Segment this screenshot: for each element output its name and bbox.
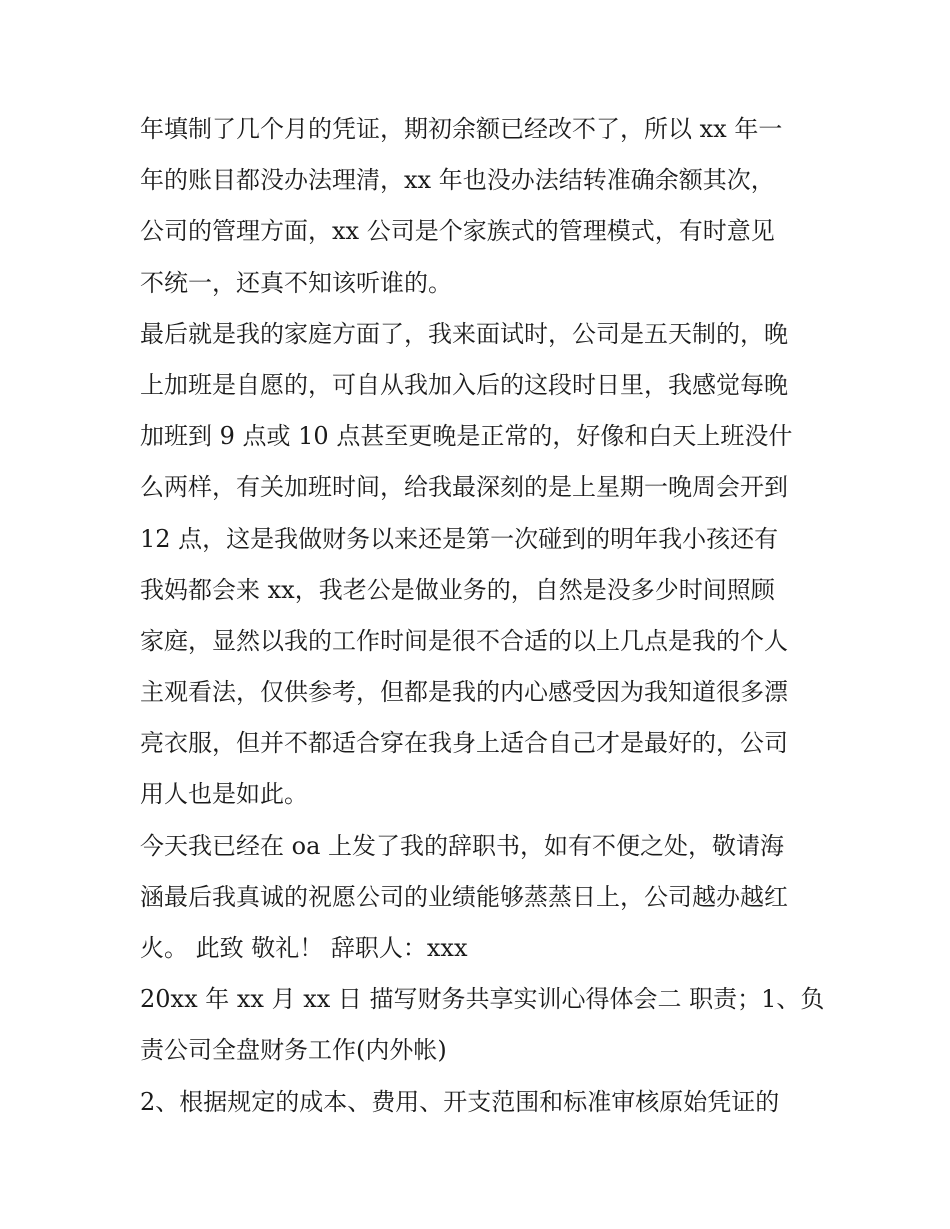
text-line: 公司的管理方面，xx 公司是个家族式的管理模式，有时意见 xyxy=(140,217,775,246)
text-line: 今天我已经在 oa 上发了我的辞职书，如有不便之处，敬请海 xyxy=(140,831,785,860)
text-line: 亮衣服，但并不都适合穿在我身上适合自己才是最好的，公司 xyxy=(140,729,788,758)
document-body xyxy=(140,104,825,1128)
text-line: 家庭，显然以我的工作时间是很不合适的以上几点是我的个人 xyxy=(140,626,788,655)
text-line: 么两样，有关加班时间，给我最深刻的是上星期一晚周会开到 xyxy=(140,473,788,502)
text-line: 上加班是自愿的，可自从我加入后的这段时日里，我感觉每晚 xyxy=(140,370,788,399)
text-line: 12 点，这是我做财务以来还是第一次碰到的明年我小孩还有 xyxy=(140,524,779,553)
text-line: 20xx 年 xx 月 xx 日 描写财务共享实训心得体会二 职责；1、负 xyxy=(140,985,825,1014)
text-line: 用人也是如此。 xyxy=(140,780,308,809)
text-line: 我妈都会来 xx，我老公是做业务的，自然是没多少时间照顾 xyxy=(140,575,775,604)
text-line: 2、根据规定的成本、费用、开支范围和标准审核原始凭证的 xyxy=(140,1087,780,1116)
text-line: 火。 此致 敬礼！ 辞职人：xxx xyxy=(140,934,468,962)
text-line: 不统一，还真不知该听谁的。 xyxy=(140,268,452,297)
text-line: 年填制了几个月的凭证，期初余额已经改不了，所以 xx 年一 xyxy=(140,115,783,143)
text-line: 最后就是我的家庭方面了，我来面试时，公司是五天制的，晚 xyxy=(140,319,788,348)
text-line: 加班到 9 点或 10 点甚至更晚是正常的，好像和白天上班没什 xyxy=(140,422,793,451)
text-line: 年的账目都没办法理清，xx 年也没办法结转准确余额其次， xyxy=(140,166,775,195)
text-line: 主观看法，仅供参考，但都是我的内心感受因为我知道很多漂 xyxy=(140,678,788,707)
text-line: 涵最后我真诚的祝愿公司的业绩能够蒸蒸日上，公司越办越红 xyxy=(140,882,788,911)
text-line: 责公司全盘财务工作(内外帐) xyxy=(140,1036,447,1065)
